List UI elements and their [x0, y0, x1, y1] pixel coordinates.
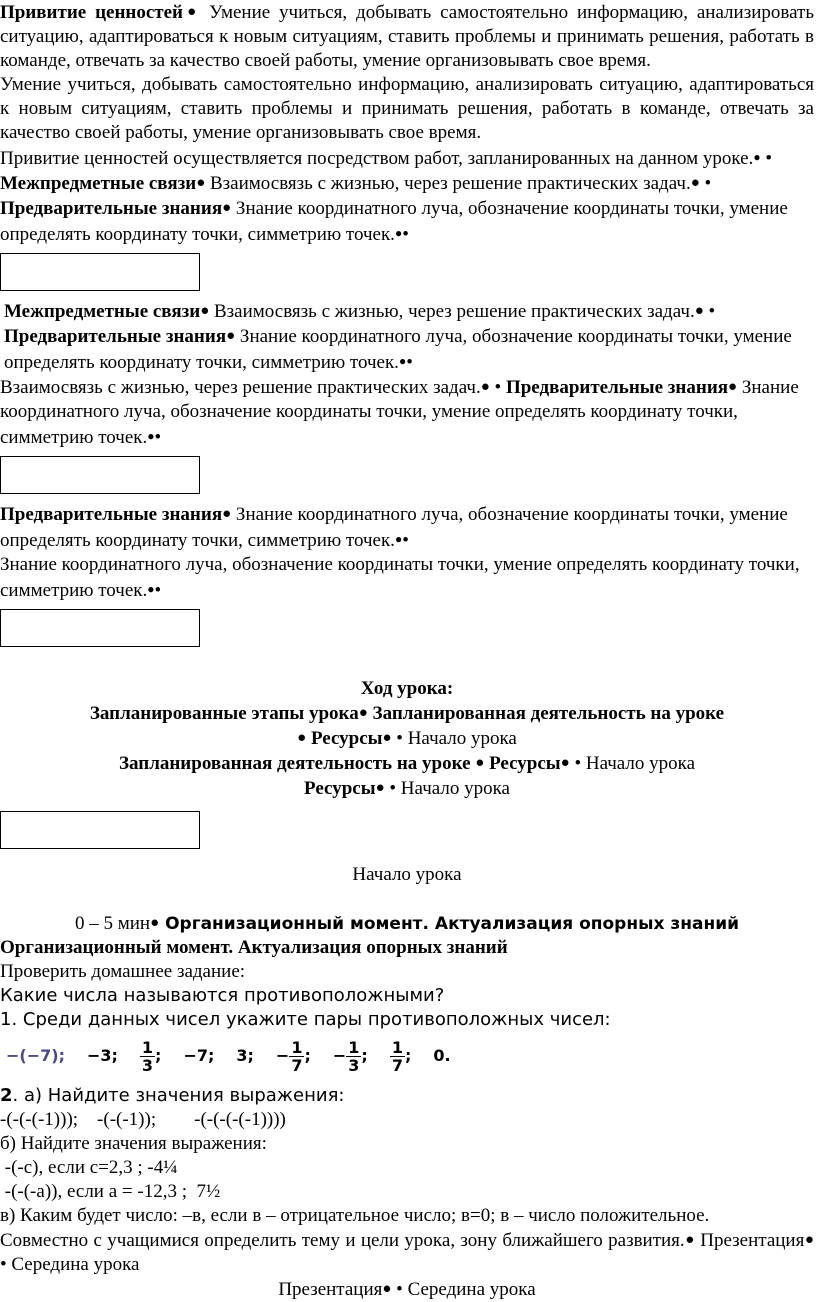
- task-2c: в) Каким будет число: –в, если в – отрицательное число; в=0; в – число положительное.: [0, 1205, 710, 1226]
- task-1: 1. Среди данных чисел укажите пары противоположных чисел:: [0, 1009, 611, 1030]
- final-line: [0, 1277, 816, 1302]
- bullet-icon: •: [154, 580, 162, 601]
- bullet-icon: ●: [475, 755, 485, 771]
- bullet-icon: ●: [382, 1281, 392, 1297]
- bullet-icon: •: [154, 427, 162, 448]
- number-item: [433, 1044, 450, 1068]
- paragraph-text: Начало урока: [581, 753, 696, 774]
- bullet-icon: •: [704, 173, 712, 194]
- stage-line: [0, 911, 816, 936]
- lesson-title: [0, 677, 816, 701]
- bullet-icon: ●: [728, 379, 738, 395]
- bullet-icon: •: [494, 377, 502, 398]
- bullet-icon: •: [574, 753, 582, 774]
- fraction-denominator: 7: [291, 1055, 303, 1075]
- empty-box: [0, 253, 200, 291]
- numbers-row: [6, 1032, 816, 1080]
- fraction-denominator: 3: [141, 1055, 154, 1075]
- bullet-icon: ●: [196, 175, 206, 191]
- paragraph-text: Начало урока: [402, 728, 517, 749]
- fraction: [346, 1039, 361, 1074]
- number-item: [6, 1044, 65, 1068]
- bullet-icon: •: [708, 301, 716, 322]
- separator: ;: [361, 1046, 368, 1065]
- number-item: [183, 1044, 214, 1068]
- bullet-icon: ●: [684, 1232, 695, 1248]
- number-text: 3;: [236, 1046, 254, 1065]
- stage-heading: [0, 936, 816, 960]
- fraction-denominator: 3: [348, 1055, 360, 1075]
- paragraph-text: Знание координатного луча, обозначение координаты точки, умение определять координату точки, симметрию точек.: [0, 377, 799, 448]
- bullet-icon: •: [0, 1254, 7, 1275]
- bold-label: Ресурсы: [484, 753, 561, 774]
- bullet-icon: ●: [753, 150, 761, 164]
- bold-label: Предварительные знания: [505, 377, 729, 398]
- bullet-icon: ●: [394, 532, 403, 546]
- paragraph-links: [0, 299, 816, 375]
- paragraph-text: Совместно с учащимися определить тему и цели урока, зону ближайшего развития.: [0, 1230, 685, 1251]
- paragraph-prior-knowledge: [0, 502, 816, 553]
- bullet-icon: ●: [804, 1232, 814, 1248]
- paragraph-text: Презентация: [694, 1230, 805, 1251]
- paragraph-values-method: [0, 145, 816, 247]
- paragraph-values: [0, 0, 816, 73]
- bold-label: Ресурсы: [306, 728, 383, 749]
- number-text: −7;: [183, 1046, 215, 1065]
- paragraph-text: Презентация: [278, 1279, 383, 1300]
- bullet-icon: ●: [382, 730, 392, 746]
- bullet-icon: ●: [150, 915, 160, 931]
- task-label: . а) Найдите значения выражения:: [12, 1085, 345, 1106]
- bold-label: Предварительные знания: [4, 326, 227, 347]
- paragraph-knowledge: [0, 553, 816, 603]
- paragraph-text: Знание координатного луча, обозначение координаты точки, умение определять координату точки, симметрию точек.: [0, 504, 788, 551]
- bold-label: Запланированные этапы урока: [89, 703, 359, 724]
- paragraph-text: Середина урока: [6, 1254, 140, 1275]
- empty-box: [0, 811, 200, 849]
- bold-label: Запланированная деятельность на уроке: [118, 753, 476, 774]
- empty-box: [0, 456, 200, 494]
- number-text: −3;: [86, 1046, 118, 1065]
- fraction-numerator: 1: [141, 1037, 154, 1057]
- bullet-icon: ●: [480, 379, 490, 395]
- bullet-icon: ●: [147, 429, 155, 443]
- sign: −: [332, 1046, 347, 1065]
- task-2b: б) Найдите значения выражения:: [0, 1133, 267, 1154]
- paragraph-text: Умение учиться, добывать самостоятельно информацию, анализировать ситуацию, адаптироваться к новым ситуациям, ставить проблемы и принимать решения, работать в команде, отвечать за качество своей работы, умение организовывать свое время.: [0, 2, 815, 71]
- bullet-icon: •: [389, 778, 397, 799]
- fraction-numerator: 1: [348, 1037, 360, 1057]
- bullet-icon: ●: [375, 780, 385, 796]
- bullet-icon: ●: [222, 506, 232, 522]
- lesson-start: Начало урока: [352, 864, 462, 885]
- bullet-icon: •: [396, 1279, 403, 1300]
- bullet-icon: ●: [200, 303, 210, 319]
- task-2b-2: -(-(-а)), если а = -12,3 ; 7½: [0, 1181, 221, 1202]
- bold-label: Запланированная деятельность на уроке: [367, 703, 725, 724]
- sign: −: [275, 1046, 290, 1065]
- homework-check: Проверить домашнее задание:: [0, 961, 246, 982]
- empty-box: [0, 609, 200, 647]
- paragraph-text: Привитие ценностей осуществляется посредством работ, запланированных на данном уроке.: [0, 148, 754, 169]
- bullet-icon: ●: [398, 354, 407, 368]
- bold-label: Ресурсы: [304, 778, 376, 799]
- number-item: [87, 1044, 118, 1068]
- paragraph-text: Знание координатного луча, обозначение координаты точки, умение определять координату точки, симметрию точек.: [0, 554, 800, 601]
- bold-label: Организационный момент. Актуализация опорных знаний: [159, 914, 740, 934]
- paragraph-text: Взаимосвязь с жизнью, через решение практических задач.: [205, 173, 691, 194]
- separator: ;: [155, 1046, 162, 1065]
- number-item: [333, 1039, 368, 1074]
- bullet-icon: •: [396, 728, 403, 749]
- separator: ;: [404, 1046, 412, 1065]
- bold-label: Привитие ценностей: [0, 2, 184, 23]
- task-number: 2: [0, 1085, 13, 1106]
- lesson-line-2: [0, 726, 816, 751]
- number-text: −(−7);: [6, 1046, 65, 1065]
- lesson-title-text: Ход урока:: [360, 678, 454, 699]
- final-paragraph: [0, 1228, 816, 1277]
- bullet-icon: •: [402, 530, 409, 551]
- bullet-icon: ●: [297, 730, 307, 746]
- bullet-icon: •: [765, 148, 772, 169]
- bullet-icon: ●: [694, 303, 704, 319]
- bold-label: Межпредметные связи: [4, 301, 201, 322]
- lesson-line-1: [0, 701, 816, 726]
- bullet-icon: ●: [690, 175, 700, 191]
- question-opposites: Какие числа называются противоположными?: [0, 985, 445, 1006]
- paragraph-text: Взаимосвязь с жизнью, через решение практических задач.: [209, 301, 695, 322]
- bold-label: Предварительные знания: [0, 198, 223, 219]
- bullet-icon: ●: [147, 582, 155, 596]
- paragraph-text: Середина урока: [402, 1279, 536, 1300]
- task-2a: [0, 1084, 816, 1108]
- bullet-icon: ●: [394, 226, 403, 240]
- bullet-icon: •: [402, 224, 409, 245]
- bullet-icon: ●: [183, 4, 201, 20]
- paragraph-text: Знание координатного луча, обозначение координаты точки, умение определять координату точки, симметрию точек.: [4, 326, 792, 373]
- paragraph-skills: Умение учиться, добывать самостоятельно информацию, анализировать ситуацию, адаптироваться к новым ситуациям, ставить проблемы и принимать решения, работать в команде, отвечать за качество своей работы, умение организовывать свое время.: [0, 74, 814, 143]
- bullet-icon: ●: [358, 705, 368, 721]
- number-item: [140, 1039, 162, 1074]
- number-item: [276, 1039, 311, 1074]
- fraction: [390, 1039, 405, 1074]
- number-item: [236, 1044, 254, 1068]
- paragraph-text: Знание координатного луча, обозначение координаты точки, умение определять координату точки, симметрию точек.: [0, 198, 788, 245]
- stage-time: 0 – 5 мин: [74, 913, 151, 934]
- fraction-denominator: 7: [391, 1055, 403, 1075]
- task-2a-expressions: -(-(-(-1))); -(-(-1)); -(-(-(-(-1)))): [0, 1109, 286, 1130]
- fraction: [289, 1039, 304, 1074]
- fraction-numerator: 1: [291, 1037, 303, 1057]
- fraction: [140, 1039, 155, 1074]
- lesson-line-3: [0, 751, 816, 776]
- bold-label: Межпредметные связи: [0, 173, 197, 194]
- number-item: [390, 1039, 412, 1074]
- bold-label: Организационный момент. Актуализация опорных знаний: [0, 937, 508, 958]
- task-2b-1: -(-с), если с=2,3 ; -4¼: [0, 1157, 178, 1178]
- paragraph-relation: [0, 375, 816, 450]
- bullet-icon: ●: [222, 200, 232, 216]
- separator: ;: [304, 1046, 311, 1065]
- lesson-line-4: [0, 776, 816, 801]
- bold-label: Предварительные знания: [0, 504, 223, 525]
- bullet-icon: ●: [560, 755, 570, 771]
- number-text: 0.: [433, 1046, 451, 1065]
- paragraph-text: Начало урока: [396, 778, 510, 799]
- bullet-icon: ●: [226, 328, 236, 344]
- fraction-numerator: 1: [391, 1037, 403, 1057]
- bullet-icon: •: [406, 352, 413, 373]
- paragraph-text: Взаимосвязь с жизнью, через решение практических задач.: [0, 377, 481, 398]
